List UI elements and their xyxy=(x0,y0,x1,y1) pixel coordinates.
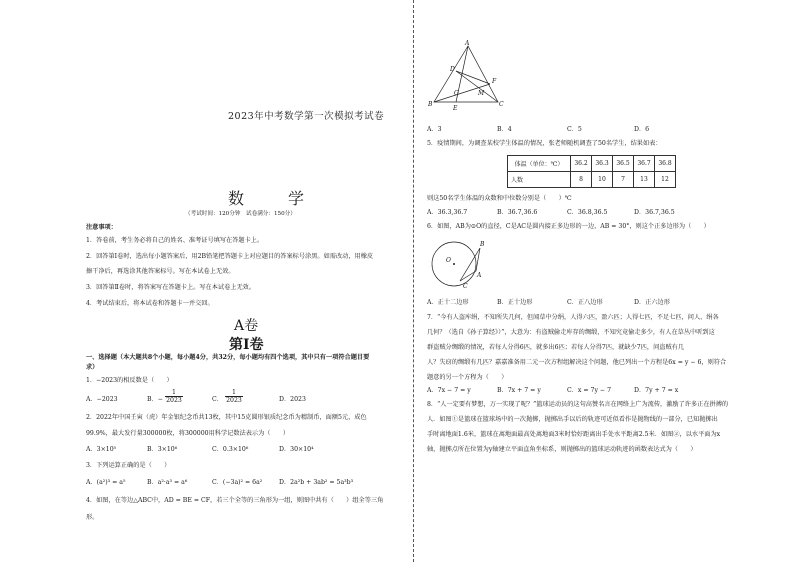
q2-stem-1: 2．2022年中国壬寅（虎）年金银纪念币共13枚，其中15克圆形银质纪念币为精制币，面额5元，成色 xyxy=(86,414,367,421)
q4-opt-b: B．4 xyxy=(497,126,512,133)
q8-line-2: 人．如图①是篮球在篮球场中的一次抛掷，抛掷出手以后的轨迹可近似看作是抛物线的一部分，已知抛掷出 xyxy=(427,416,718,423)
q4-opt-a: A．3 xyxy=(427,126,442,133)
q5-stem: 5．疫情期间，为调查某校学生体温的情况，张老师随机调查了50名学生，结果如表： xyxy=(427,140,662,147)
q6-stem: 6．如图，AB为⊙O的直径，C是AC是圆内接正多边形的一边，AB = 30°，则这个正多边形为（ ） xyxy=(427,223,710,230)
fig-label-d: D xyxy=(450,66,455,73)
circle-figure xyxy=(424,236,494,292)
fig-label-b: B xyxy=(428,101,433,108)
q4-stem-1: 4．如图，在等边△ABC中，AD = BE = CF，若三个全等的三角形为一组，则图中共有（ ）组全等三角 xyxy=(86,497,384,504)
q6-opt-a: A．正十二边形 xyxy=(427,299,469,306)
q7-line-4: 人？失窃的绸缎有几匹？嘉嘉准备用二元一次方程组解决这个问题，他已列出一个方程是6x = y − 6，则符合 xyxy=(427,359,727,366)
q2-opt-d: D．30×10⁴ xyxy=(279,446,314,453)
q7-opt-a: A．7x − 7 = y xyxy=(427,387,471,394)
q1-frac-num-c: 1 xyxy=(232,389,236,396)
volume-a: A卷 xyxy=(234,318,259,334)
q5-opt-b: B．36.7,36.6 xyxy=(497,209,538,216)
q4-opt-d: D．6 xyxy=(634,126,650,133)
temperature-table xyxy=(507,155,676,188)
q1-opt-a: A．−2023 xyxy=(86,396,118,403)
q6-opt-b: B．正十边形 xyxy=(497,299,533,306)
note-2-cont: 擦干净后，再选涂其他答案标号。写在本试卷上无效。 xyxy=(86,268,235,275)
q8-line-4: 轴，抛掷点所在位置为y轴建立平面直角坐标系，则抛掷出的篮球运动轨迹的函数表达式为（ ） xyxy=(427,446,697,453)
table-cell: 13 xyxy=(634,172,655,188)
q3-stem: 3．下列运算正确的是（ ） xyxy=(86,462,171,469)
circle-label-a: A xyxy=(477,272,482,279)
section-header: 一、选择题（本大题共8个小题，每小题4分，共32分，每小题均有四个选项，其中只有一项符合题目要 xyxy=(86,354,370,361)
q3-opt-a: A．(a²)³ = a⁵ xyxy=(86,479,126,486)
circle-center-dot xyxy=(453,263,455,265)
q3-opt-c: C．(−3a)² = 6a² xyxy=(212,479,263,486)
q6-opt-d: D．正六边形 xyxy=(634,299,670,306)
q3-opt-b: B．a²·a³ = a⁶ xyxy=(147,479,188,486)
fig-label-m: M xyxy=(478,90,485,97)
q1-opt-c-fraction xyxy=(225,389,243,404)
q7-opt-d: D．7y + 7 = x xyxy=(634,387,679,394)
q2-opt-a: A．3×10⁵ xyxy=(86,446,117,453)
table-cell: 8 xyxy=(571,172,592,188)
q7-line-3: 群盗贼分绸缎的情况，若每人分得6匹，就多出6匹；若每人分得7匹，就缺少7匹，问盗贼有几 xyxy=(427,344,685,351)
q5-opt-d: D．36.7,36.5 xyxy=(634,209,675,216)
q7-line-1: 7．“今有人盗库绢，不知所失几何，但闻草中分绢，人得六匹，盈六匹；人得七匹，不足七匹，问人、绢各 xyxy=(427,314,719,321)
q6-opt-c: C．正八边形 xyxy=(567,299,603,306)
fig-label-f: F xyxy=(492,78,497,85)
part-one: 第Ⅰ卷 xyxy=(229,337,264,353)
q5-opt-a: A．36.3,36.7 xyxy=(427,209,468,216)
table-row xyxy=(508,156,676,172)
q1-opt-c: C． xyxy=(212,396,223,403)
note-4: 4．考试结束后，将本试卷和答题卡一并交回。 xyxy=(86,300,214,307)
table-cell: 36.3 xyxy=(592,156,613,172)
q3-opt-d: D．2a²b + 3ab² = 5a³b³ xyxy=(279,479,354,486)
fig-label-c: C xyxy=(499,101,504,108)
table-cell: 10 xyxy=(592,172,613,188)
note-1: 1．答卷前，考生务必将自己的姓名、准考证号填写在答题卡上。 xyxy=(86,237,264,244)
circle-label-c: C xyxy=(463,283,468,290)
table-row xyxy=(508,172,676,188)
q7-opt-b: B．7x + 7 = y xyxy=(497,387,541,394)
q1-opt-b: B．− xyxy=(147,396,163,403)
q4-opt-c: C．5 xyxy=(567,126,582,133)
fig-label-a: A xyxy=(465,40,470,47)
q2-stem-2: 99.9%，最大发行量300000枚，将300000用科学记数法表示为（ ） xyxy=(86,430,290,437)
table-cell: 36.2 xyxy=(571,156,592,172)
circle-label-b: B xyxy=(480,241,485,248)
notes-header: 注意事项： xyxy=(86,224,117,231)
table-cell: 体温（单位：℃） xyxy=(508,156,571,172)
q1-frac-den: 2023 xyxy=(166,397,182,404)
section-header-2: 求） xyxy=(86,364,99,371)
triangle-figure xyxy=(426,40,506,112)
page-divider xyxy=(413,0,414,562)
q4-stem-2: 形。 xyxy=(86,514,99,521)
q1-frac-num: 1 xyxy=(172,389,176,396)
q7-line-5: 题意的另一个方程为（ ） xyxy=(427,374,508,381)
q1-frac-den-c: 2023 xyxy=(226,397,242,404)
table-cell: 36.5 xyxy=(613,156,634,172)
q1-opt-b-fraction xyxy=(165,389,183,404)
table-cell: 7 xyxy=(613,172,634,188)
exam-title: 2023年中考数学第一次模拟考试卷 xyxy=(228,111,385,122)
fig-label-g: G xyxy=(454,90,459,97)
table-cell: 人数 xyxy=(508,172,571,188)
q8-line-1: 8．“人一定要有梦想，万一实现了呢？”篮球运动员的这句高赞名言在网络上广为流传，激励了许多正在拼搏的 xyxy=(427,401,729,408)
circle-label-o: O xyxy=(446,257,451,264)
q5-opt-c: C．36.8,36.5 xyxy=(567,209,608,216)
q5-stem-2: 则这50名学生体温的众数和中位数分别是（ ）℃ xyxy=(427,195,572,202)
fig-label-e: E xyxy=(453,105,458,112)
q2-opt-c: C．0.3×10⁶ xyxy=(212,446,249,453)
note-2: 2．回答第Ⅰ卷时，选出每小题答案后，用2B铅笔把答题卡上对应题目的答案标号涂黑。如需改动，用橡皮 xyxy=(86,253,374,260)
table-cell: 36.8 xyxy=(655,156,676,172)
q7-line-2: 几何？（选自《孙子算经》）”，大意为：有盗贼偷走库存的绸缎，不知究竟偷走多少，有人在草丛中听到这 xyxy=(427,329,715,336)
table-cell: 36.7 xyxy=(634,156,655,172)
subject-title: 数 学 xyxy=(228,189,319,208)
q1-opt-d: D．2023 xyxy=(279,396,306,403)
q7-opt-c: C．x = 7y − 7 xyxy=(567,387,612,394)
note-3: 3．回答第Ⅱ卷时，将答案写在答题卡上。写在本试卷上无效。 xyxy=(86,284,256,291)
q2-opt-b: B．3×10⁶ xyxy=(147,446,178,453)
q8-line-3: 手时离地面1.6米，篮球在离地面最高处离地面3米时恰好距离出手处水平距离2.5米．如图②，以水平面为x xyxy=(427,431,721,438)
table-cell: 12 xyxy=(655,172,676,188)
q1-stem: 1．−2023的相反数是（ ） xyxy=(86,377,173,384)
time-info: （考试时间：120分钟 试卷满分：150分） xyxy=(185,211,296,217)
